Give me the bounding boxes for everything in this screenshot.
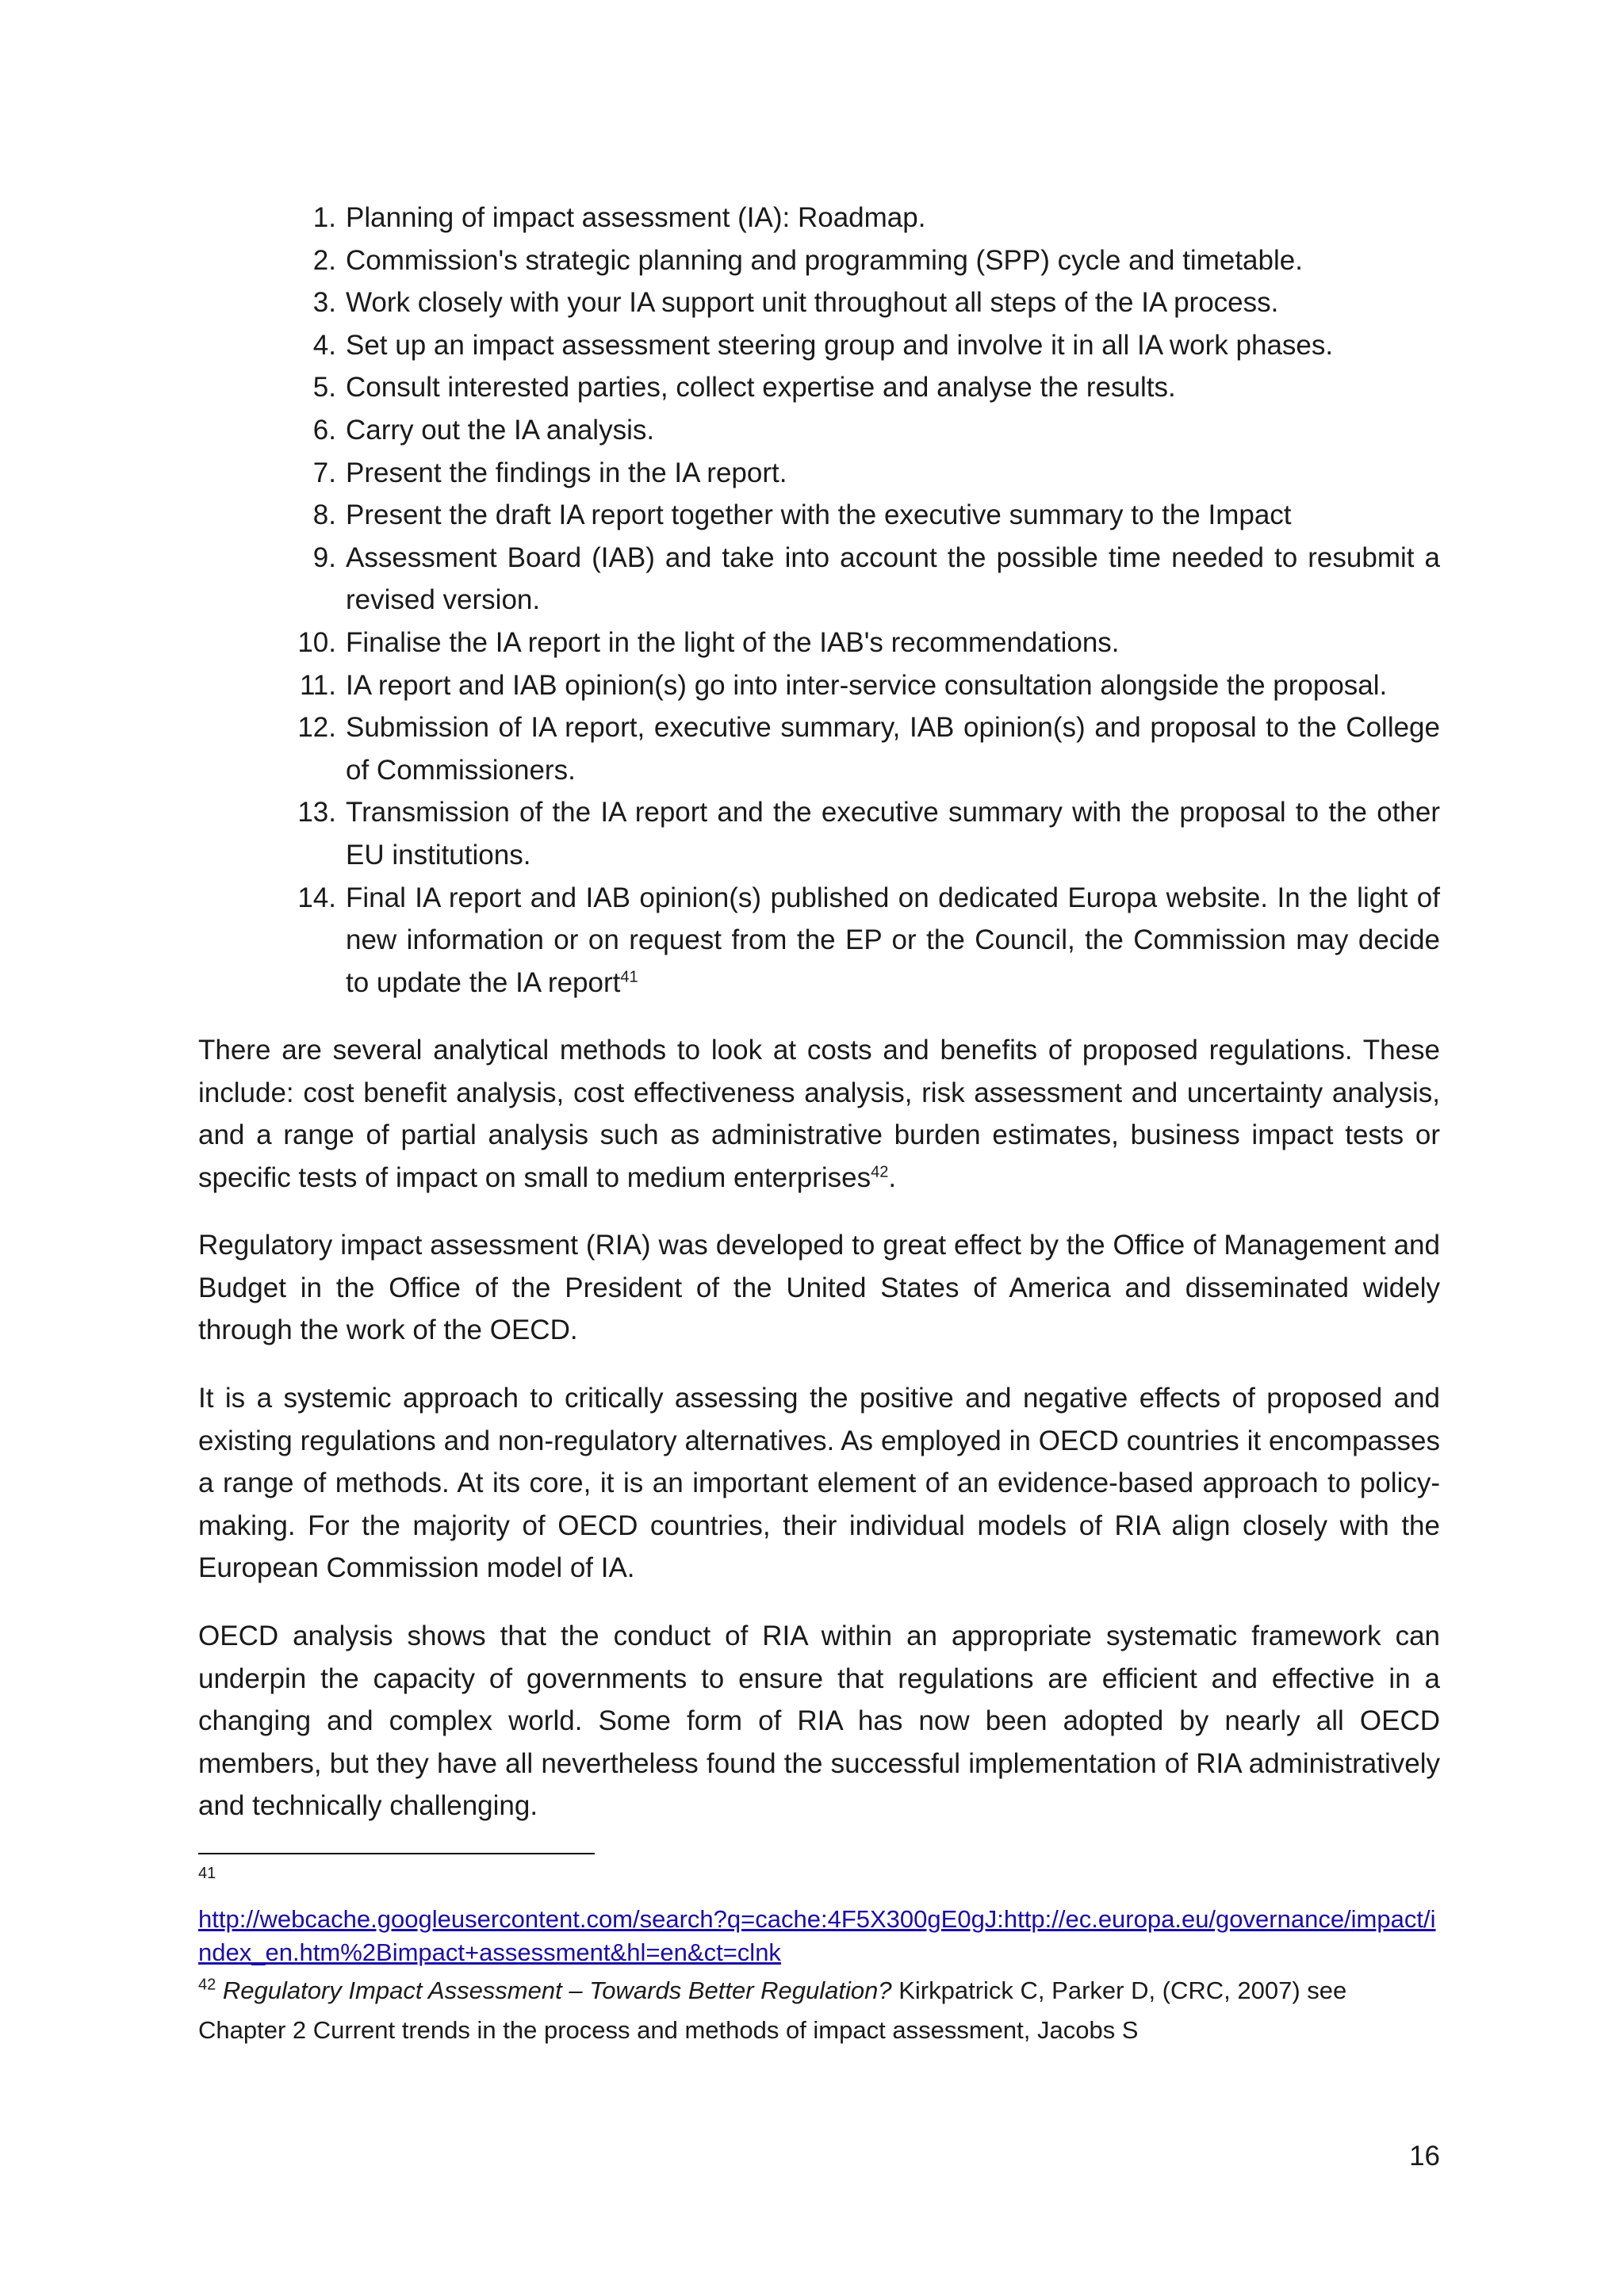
list-item-text: Transmission of the IA report and the executive summary with the proposal to the other EU institutions. [346, 797, 1440, 871]
list-item-text: Assessment Board (IAB) and take into account the possible time needed to resubmit a revised version. [346, 541, 1440, 616]
list-item [293, 706, 1440, 791]
list-item [293, 409, 1440, 452]
list-item-number: 13. [297, 797, 336, 828]
footnote-ref-42[interactable]: 42 [871, 1163, 889, 1181]
list-item-number: 12. [297, 712, 336, 744]
paragraph-oecd-analysis: OECD analysis shows that the conduct of RIA within an appropriate systematic framework can underpin the capacity of governments to ensure that regulations are efficient and effective in a changing and complex world. Some form of RIA has now been adopted by nearly all OECD members, but they have all nevertheless found the successful implementation of RIA administratively and technically challenging. [198, 1621, 1440, 1822]
footnote-42-title: Regulatory Impact Assessment – Towards Better Regulation? [222, 1976, 892, 2004]
list-item-number: 6. [312, 414, 336, 446]
footnote-ref-41[interactable]: 41 [620, 968, 638, 986]
list-item [293, 494, 1440, 537]
list-item-number: 2. [312, 244, 336, 276]
list-item-text: Finalise the IA report in the light of the IAB's recommendations. [346, 626, 1120, 658]
paragraph-tail: . [888, 1161, 897, 1193]
list-item [293, 791, 1440, 876]
list-item-text: IA report and IAB opinion(s) go into inter-service consultation alongside the proposal. [346, 669, 1388, 701]
list-item-text: Submission of IA report, executive summary, IAB opinion(s) and proposal to the College of Commissioners. [346, 712, 1440, 786]
list-item-number: 9. [312, 541, 336, 573]
list-item-number: 3. [312, 287, 336, 319]
paragraph-text: There are several analytical methods to look at costs and benefits of proposed regulations. These include: cost benefit analysis, cost effectiveness analysis, risk assessment and uncertainty analysis, and a range of partial analysis such as administrative burden estimates, business impact tests or specific tests of impact on small to medium enterprises [198, 1035, 1440, 1193]
footnote-42-number: 42 [198, 1976, 216, 1994]
list-item [293, 197, 1440, 239]
list-item-text: Present the draft IA report together with the executive summary to the Impact [346, 499, 1292, 531]
list-item [293, 452, 1440, 495]
list-item-number: 1. [312, 202, 336, 233]
list-item [293, 664, 1440, 707]
list-item-text: Planning of impact assessment (IA): Roadmap. [346, 202, 926, 233]
list-item-text: Work closely with your IA support unit throughout all steps of the IA process. [346, 287, 1279, 319]
paragraph-ria-approach: It is a systemic approach to critically assessing the positive and negative effects of proposed and existing regulations and non-regulatory alternatives. As employed in OECD countries it encompasses a range of methods. At its core, it is an important element of an evidence-based approach to policy-making. For the majority of OECD countries, their individual models of RIA align closely with the European Commission model of IA. [198, 1383, 1440, 1584]
list-item-number: 8. [312, 499, 336, 531]
footnote-42-text: Kirkpatrick C, Parker D, (CRC, 2007) see Chapter 2 Current trends in the process and methods of impact assessment, Jacobs S [198, 1976, 1347, 2044]
footnote-42 [198, 1971, 1440, 2050]
list-item-text: Carry out the IA analysis. [346, 414, 655, 446]
footnote-41-number: 41 [198, 1865, 216, 1882]
paragraph-analytical-methods [198, 1029, 1440, 1199]
list-item-number: 11. [299, 669, 336, 701]
list-item-number: 4. [312, 329, 336, 361]
list-item [293, 537, 1440, 622]
footnote-separator [198, 1853, 595, 1854]
list-item [293, 239, 1440, 282]
list-item [293, 877, 1440, 1004]
list-item-number: 14. [297, 882, 336, 913]
list-item-number: 7. [312, 457, 336, 488]
ia-steps-list [293, 197, 1440, 1004]
list-item-number: 5. [312, 372, 336, 404]
list-item-text: Consult interested parties, collect expertise and analyse the results. [346, 372, 1176, 404]
list-item [293, 366, 1440, 409]
list-item [293, 622, 1440, 664]
list-item-text: Final IA report and IAB opinion(s) published on dedicated Europa website. In the light of new information or on request from the EP or the Council, the Commission may decide to update the IA report [346, 882, 1440, 998]
footnote-41-link[interactable]: http://webcache.googleusercontent.com/search?q=cache:4F5X300gE0gJ:http://ec.europa.eu/governance/impact/index_en.htm%2Bimpact+assessment&hl=en&ct=clnk [198, 1905, 1436, 1966]
paragraph-ria-history: Regulatory impact assessment (RIA) was developed to great effect by the Office of Management and Budget in the Office of the President of the United States of America and disseminated widely through the work of the OECD. [198, 1230, 1440, 1346]
page-number: 16 [1409, 2141, 1440, 2172]
list-item [293, 324, 1440, 367]
list-item [293, 281, 1440, 324]
list-item-text: Set up an impact assessment steering group and involve it in all IA work phases. [346, 329, 1334, 361]
list-item-text: Present the findings in the IA report. [346, 457, 787, 488]
list-item-number: 10. [297, 626, 336, 658]
list-item-text: Commission's strategic planning and programming (SPP) cycle and timetable. [346, 244, 1303, 276]
